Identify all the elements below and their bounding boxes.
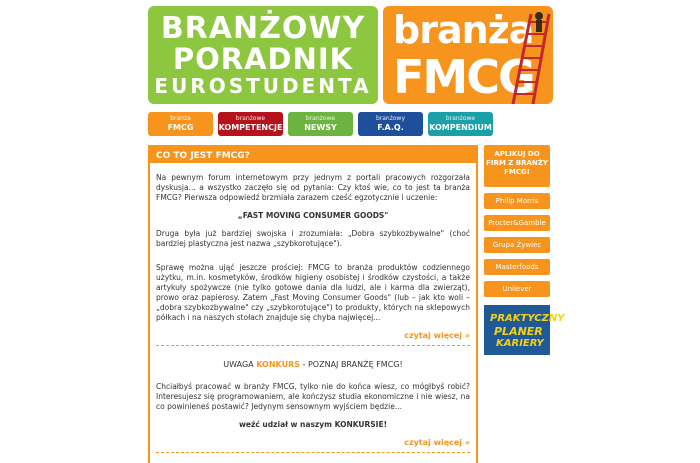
- sidebar: [484, 145, 565, 355]
- article-paragraph-2: Druga była już bardziej swojska i zrozumiała: „Dobra szybkozbywalne" (choć bardziej plastyczna jest nazwa „szybkorotujące").: [156, 229, 470, 248]
- tab-kompendium-label: KOMPENDIUM: [429, 123, 492, 132]
- contest-link[interactable]: KONKURS: [256, 360, 300, 369]
- tab-kompetencje-label: KOMPETENCJE: [218, 123, 283, 132]
- company-link-grupa-zywiec[interactable]: Grupa Żywiec: [484, 237, 550, 253]
- apply-banner[interactable]: APLIKUJ DO FIRM Z BRANŻY FMCG!: [484, 145, 550, 187]
- main-nav: [148, 112, 496, 138]
- article-paragraph-3: Sprawę można ująć jeszcze prościej: FMCG to branża produktów codziennego użytku, m.in. kosmetyków, środków higieny osobistej i środków czystości, a także artykuły spożywcze (nie tylko gotowe dania dla ludzi, ale i karma dla zwierząt), prowo oraz papierosy. Zatem „Fast Moving Consumer Goods" (lub – jak kto woli – „dobra szybkozbywalne" czy „szybkorotujące") to produkty, których na sklepowych półkach i na naszych stołach znajduje się chyba najwięcej...: [156, 263, 470, 322]
- tab-kompetencje-small: branżowe: [235, 115, 266, 122]
- tab-faq[interactable]: [358, 112, 423, 136]
- article: [150, 163, 476, 453]
- logo-branzowy-poradnik[interactable]: [148, 6, 378, 104]
- logo-fmcg-text: FMCG: [393, 50, 534, 104]
- book-title-line-3: KARIERY: [496, 338, 544, 349]
- page-title: CO TO JEST FMCG?: [150, 147, 476, 163]
- read-more-link-1[interactable]: czytaj więcej »: [156, 331, 470, 346]
- company-link-procter-gamble[interactable]: Procter&Gamble: [484, 215, 550, 231]
- tab-newsy-label: NEWSY: [304, 123, 337, 132]
- tab-kompendium-small: branżowe: [445, 115, 476, 122]
- career-planner-banner[interactable]: [484, 305, 565, 355]
- logo-line-2: PORADNIK: [172, 42, 354, 76]
- company-link-philip-morris[interactable]: Philip Morris: [484, 193, 550, 209]
- logo-branza-fmcg[interactable]: [383, 6, 553, 104]
- tab-newsy[interactable]: [288, 112, 353, 136]
- tab-newsy-small: branżowe: [305, 115, 336, 122]
- tab-kompendium[interactable]: [428, 112, 493, 136]
- tab-kompetencje[interactable]: [218, 112, 283, 136]
- tab-faq-label: F.A.Q.: [377, 123, 404, 132]
- book-title-line-2: PLANER: [494, 325, 543, 338]
- company-link-masterfoods[interactable]: Masterfoods: [484, 259, 550, 275]
- tab-fmcg-small: branża: [170, 115, 191, 122]
- contest-description: Chciałbyś pracować w branży FMCG, tylko nie do końca wiesz, co mógłbyś robić? Interesujesz się programowaniem, ale kończysz studia ekonomiczne i nie wiesz, na co powinieneś postawić? Jedynym sensownym wyjściem będzie...: [156, 382, 470, 411]
- company-link-unilever[interactable]: Unilever: [484, 281, 550, 297]
- article-quote: „FAST MOVING CONSUMER GOODS": [237, 211, 389, 220]
- logo-line-3: EUROSTUDENTA: [154, 74, 372, 98]
- logo-branza-text: branża: [393, 8, 534, 52]
- book-title-line-1: PRAKTYCZNY: [490, 313, 565, 324]
- contest-announcement: [156, 360, 470, 370]
- article-intro: Na pewnym forum internetowym przy jednym z portali pracowych rozgorzała dyskusja... a wszystko zaczęło się od pytania: Czy ktoś wie, co to jest ta branża FMCG? Pierwsza odpowiedź brzmiała zarazem cześć egzotycznie i uczenie:: [156, 173, 470, 202]
- contest-prefix: UWAGA: [223, 360, 254, 369]
- ladder-icon: [503, 6, 553, 104]
- tab-faq-small: branżowy: [375, 115, 406, 122]
- tab-fmcg-label: FMCG: [167, 123, 194, 132]
- contest-suffix: - POZNAJ BRANŻĘ FMCG!: [302, 360, 403, 369]
- read-more-link-2[interactable]: czytaj więcej »: [156, 438, 470, 453]
- contest-cta: weźć udział w naszym KONKURSIE!: [238, 420, 388, 429]
- main-content: [148, 145, 478, 463]
- logo-line-1: BRANŻOWY: [160, 11, 366, 46]
- tab-fmcg[interactable]: [148, 112, 213, 136]
